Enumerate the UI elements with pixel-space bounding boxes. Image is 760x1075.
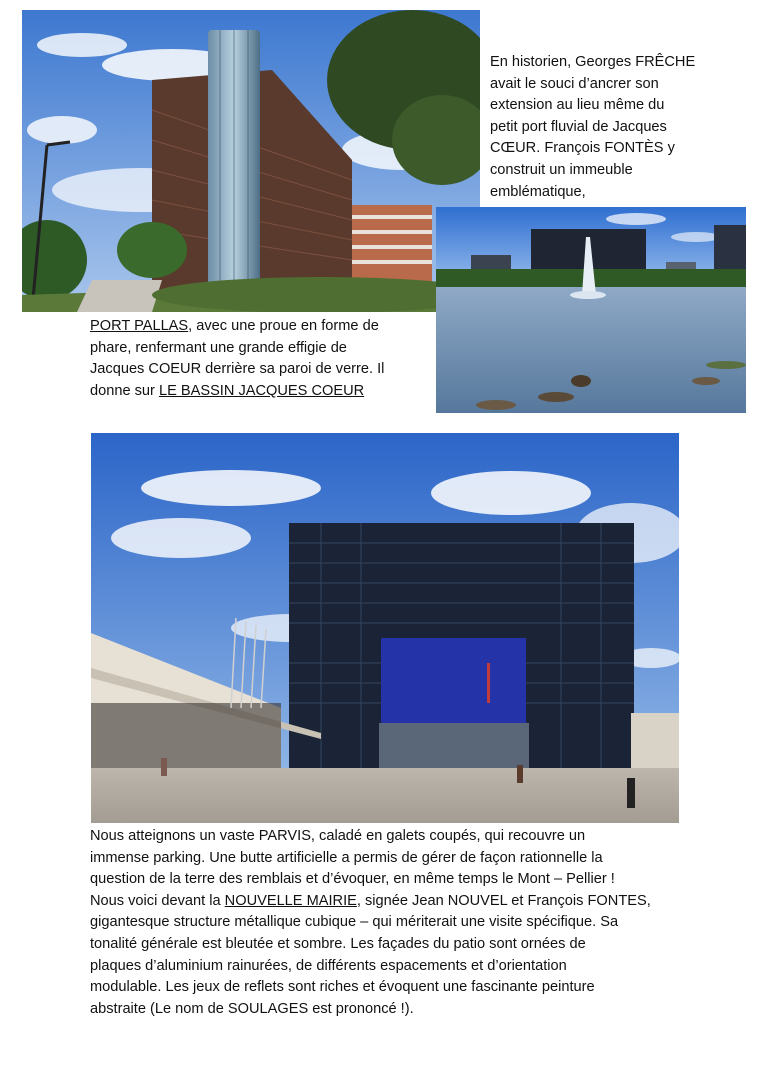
- mairie-line: modulable. Les jeux de reflets sont riches et évoquent une fascinante peinture: [90, 979, 595, 996]
- mairie-line: abstraite (Le nom de SOULAGES est prononcé !).: [90, 1000, 414, 1017]
- mairie-line: plaques d’aluminium rainurées, de différents espacements et d’orientation: [90, 957, 567, 974]
- photo-port-pallas: [22, 10, 480, 312]
- mairie-line: question de la terre des remblais et d’évoquer, en même temps le Mont – Pellier !: [90, 871, 615, 888]
- nouvelle-mairie-link[interactable]: NOUVELLE MAIRIE: [224, 892, 357, 909]
- intro-line: CŒUR. François FONTÈS y: [490, 140, 675, 157]
- mairie-line: tonalité générale est bleutée et sombre. Les façades du patio sont ornées de: [90, 935, 586, 952]
- intro-line: avait le souci d’ancrer son: [490, 75, 659, 92]
- mairie-line: [90, 891, 730, 913]
- mairie-line: immense parking. Une butte artificielle a permis de gérer de façon rationnelle la: [90, 849, 603, 866]
- intro-line: En historien, Georges FRÊCHE: [490, 54, 696, 70]
- caption-line: [90, 381, 430, 403]
- bassin-jacques-coeur-link[interactable]: LE BASSIN JACQUES COEUR: [158, 382, 365, 399]
- caption-text: , avec une proue en forme de: [188, 318, 379, 334]
- caption-line: Jacques COEUR derrière sa paroi de verre. Il: [90, 361, 385, 378]
- mairie-line: gigantesque structure métallique cubique – qui mériterait une visite spécifique. Sa: [90, 914, 619, 931]
- mairie-text: Nous voici devant la: [90, 892, 225, 909]
- mairie-text: , signée Jean NOUVEL et François FONTES,: [356, 892, 651, 909]
- caption-line: [90, 316, 430, 338]
- caption-line: phare, renfermant une grande effigie de: [90, 339, 347, 356]
- intro-line: emblématique,: [490, 183, 586, 200]
- port-pallas-caption: [90, 316, 430, 402]
- intro-line: extension au lieu même du: [490, 97, 665, 114]
- mairie-line: Nous atteignons un vaste PARVIS, caladé en galets coupés, qui recouvre un: [90, 828, 586, 844]
- photo-bassin-jacques-coeur: [436, 207, 746, 413]
- caption-text: donne sur: [90, 382, 159, 399]
- mairie-paragraph: [90, 826, 730, 1020]
- intro-paragraph: [490, 52, 752, 203]
- intro-line: petit port fluvial de Jacques: [490, 118, 667, 135]
- intro-line: construit un immeuble: [490, 161, 633, 178]
- port-pallas-link[interactable]: PORT PALLAS: [90, 318, 189, 334]
- photo-nouvelle-mairie: [91, 433, 679, 823]
